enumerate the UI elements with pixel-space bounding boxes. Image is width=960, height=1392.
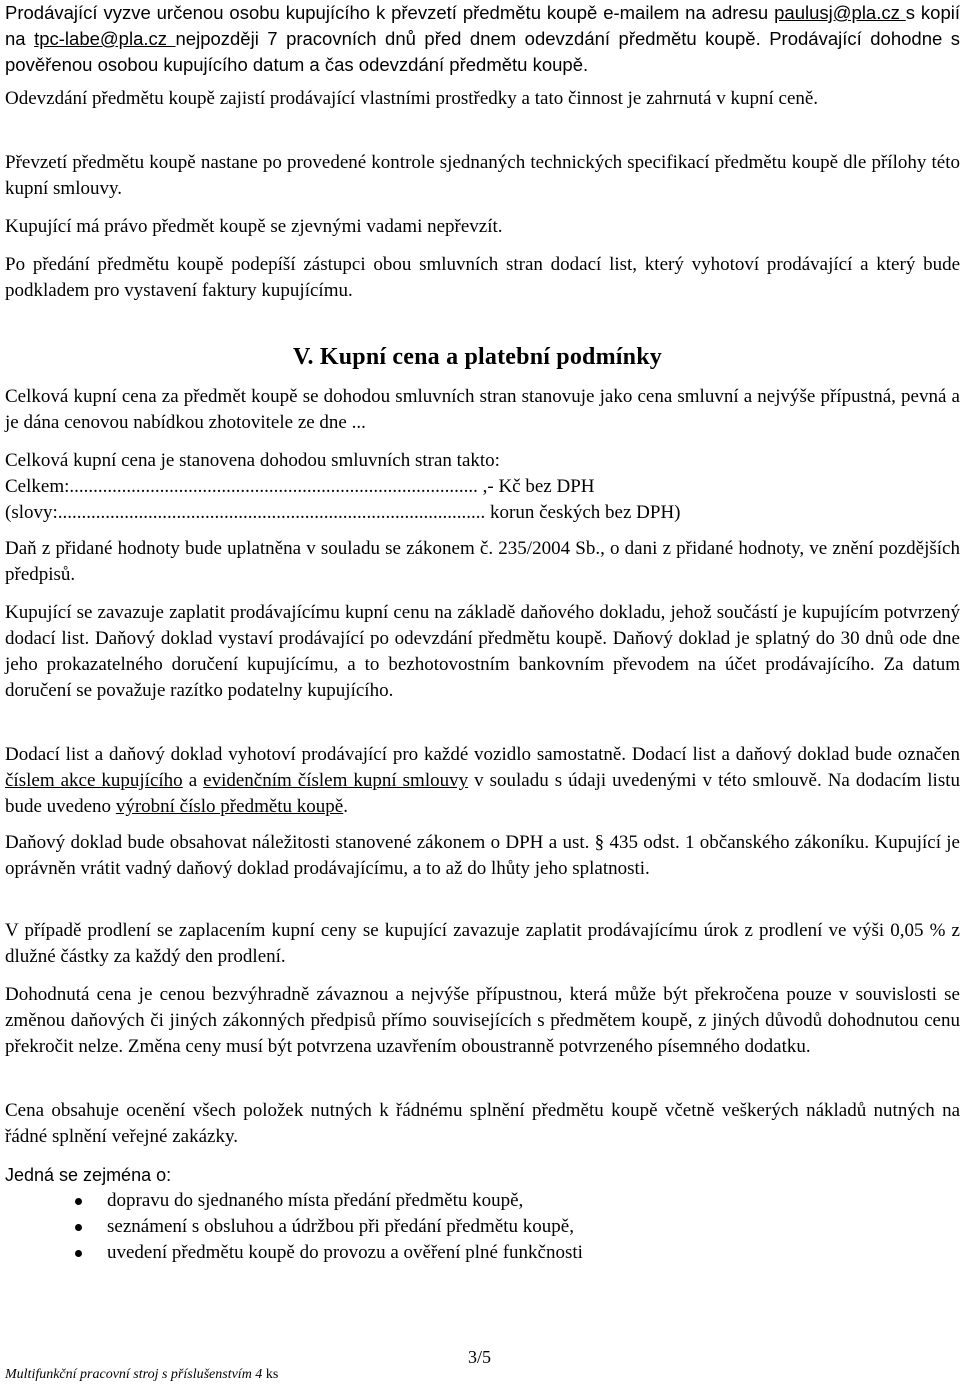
delivery-text: Odevzdání předmětu koupě zajistí prodávající vlastními prostředky a tato činnost je zahrnutá v kupní ceně. <box>5 88 819 109</box>
action-number-underlined: číslem akce kupujícího <box>5 770 183 791</box>
section-title: V. Kupní cena a platební podmínky <box>293 344 662 370</box>
paragraph-list-intro <box>5 1162 960 1188</box>
invoice-marking-text-b: a <box>182 770 204 791</box>
acceptance-text: Převzetí předmětu koupě nastane po provedené kontrole sjednaných technických specifikací předmětu koupě dle přílohy této kupní smlouvy. <box>5 152 960 199</box>
list-item-text: uvedení předmětu koupě do provozu a ověření plné funkčnosti <box>107 1242 583 1263</box>
list-intro-text: Jedná se zejména o: <box>5 1165 172 1185</box>
email-link-paulusj[interactable]: paulusj@pla.cz <box>774 2 906 23</box>
payment-text: Kupující se zavazuje zaplatit prodávajícímu kupní cenu na základě daňového dokladu, jehož součástí je kupujícím potvrzený dodací list. Daňový doklad vystaví prodávající po odevzdání předmětu koupě. Daňový doklad je splatný do 30 dnů ode dne jeho prokazatelného doručení kupujícímu, a to bezhotovostním bankovním převodem na účet prodávajícího. Za datum doručení se považuje razítko podatelny kupujícího. <box>5 602 960 701</box>
paragraph-total-price <box>5 384 960 436</box>
list-item <box>75 1214 583 1240</box>
price-words-line: (slovy:.......................................................................................... korun českých bez DPH) <box>5 502 681 523</box>
handover-text-a: Prodávající vyzve určenou osobu kupujícího k převzetí předmětu koupě e-mailem na adresu <box>5 2 769 23</box>
late-interest-text: V případě prodlení se zaplacením kupní ceny se kupující zavazuje zaplatit prodávajícímu úrok z prodlení ve výši 0,05 % z dlužné částky za každý den prodlení. <box>5 920 960 967</box>
paragraph-handover-notice <box>5 0 960 78</box>
paragraph-price-breakdown <box>5 448 960 526</box>
paragraph-delivery <box>5 86 960 112</box>
list-item-text: dopravu do sjednaného místa předání předmětu koupě, <box>107 1190 524 1211</box>
paragraph-late-interest <box>5 918 960 970</box>
paragraph-delivery-note <box>5 252 960 304</box>
bullet-icon <box>75 1198 82 1205</box>
price-contents-text: Cena obsahuje ocenění všech položek nutných k řádnému splnění předmětu koupě včetně veškerých nákladů nutných na řádné splnění veřejné zakázky. <box>5 1100 960 1147</box>
paragraph-vat <box>5 536 960 588</box>
serial-number-underlined: výrobní číslo předmětu koupě <box>115 796 344 817</box>
paragraph-invoice-marking <box>5 742 960 820</box>
included-items-list <box>75 1188 583 1266</box>
vat-text: Daň z přidané hodnoty bude uplatněna v souladu se zákonem č. 235/2004 Sb., o dani z přidané hodnoty, ve znění pozdějších předpisů. <box>5 538 960 585</box>
price-total-line: Celkem:...................................................................................... ,- Kč bez DPH <box>5 476 595 497</box>
paragraph-binding-price <box>5 982 960 1060</box>
email-link-tpc-labe[interactable]: tpc-labe@pla.cz <box>34 28 176 49</box>
total-price-text: Celková kupní cena za předmět koupě se dohodou smluvních stran stanovuje jako cena smluvní a nejvýše přípustná, pevná a je dána cenovou nabídkou zhotovitele ze dne ... <box>5 386 960 433</box>
handover-text-b: s kopií na <box>5 2 960 49</box>
refusal-text: Kupující má právo předmět koupě se zjevnými vadami nepřevzít. <box>5 216 503 237</box>
list-item-text: seznámení s obsluhou a údržbou při předání předmětu koupě, <box>107 1216 574 1237</box>
footer-unit: ks <box>265 1367 279 1382</box>
paragraph-invoice-requirements <box>5 830 960 882</box>
invoice-marking-text-c: v souladu s údaji uvedenými v této smlouvě. Na dodacím listu bude uvedeno <box>5 770 960 817</box>
handover-text-c: nejpozději 7 pracovních dnů před dnem odevzdání předmětu koupě. Prodávající dohodne s pověřenou osobou kupujícího datum a čas odevzdání předmětu koupě. <box>5 28 960 75</box>
price-intro-text: Celková kupní cena je stanovena dohodou smluvních stran takto: <box>5 450 500 471</box>
bullet-icon <box>75 1224 82 1231</box>
contract-number-underlined: evidenčním číslem kupní smlouvy <box>203 770 469 791</box>
page-number: 3/5 <box>468 1347 492 1367</box>
paragraph-acceptance <box>5 150 960 202</box>
page-footer <box>5 1367 278 1383</box>
bullet-icon <box>75 1250 82 1257</box>
list-item <box>75 1188 583 1214</box>
list-item <box>75 1240 583 1266</box>
invoice-marking-text-a: Dodací list a daňový doklad vyhotoví prodávající pro každé vozidlo samostatně. Dodací list a daňový doklad bude označen <box>5 744 960 765</box>
paragraph-price-contents <box>5 1098 960 1150</box>
paragraph-payment <box>5 600 960 704</box>
footer-text: Multifunkční pracovní stroj s příslušenstvím 4 <box>5 1367 266 1382</box>
invoice-requirements-text: Daňový doklad bude obsahovat náležitosti stanovené zákonem o DPH a ust. § 435 odst. 1 občanského zákoníku. Kupující je oprávněn vrátit vadný daňový doklad prodávajícímu, a to až do lhůty jeho splatnosti. <box>5 832 960 879</box>
binding-price-text: Dohodnutá cena je cenou bezvýhradně závaznou a nejvýše přípustnou, která může být překročena pouze v souvislosti se změnou daňových či jiných zákonných předpisů přímo souvisejících s předmětem koupě, z jiných důvodů dohodnutou cenu překročit nelze. Změna ceny musí být potvrzena uzavřením oboustranně potvrzeného písemného dodatku. <box>5 984 960 1057</box>
paragraph-refusal <box>5 214 960 240</box>
invoice-marking-text-d: . <box>343 796 348 817</box>
delivery-note-text: Po předání předmětu koupě podepíší zástupci obou smluvních stran dodací list, který vyhotoví prodávající a který bude podkladem pro vystavení faktury kupujícímu. <box>5 254 960 301</box>
